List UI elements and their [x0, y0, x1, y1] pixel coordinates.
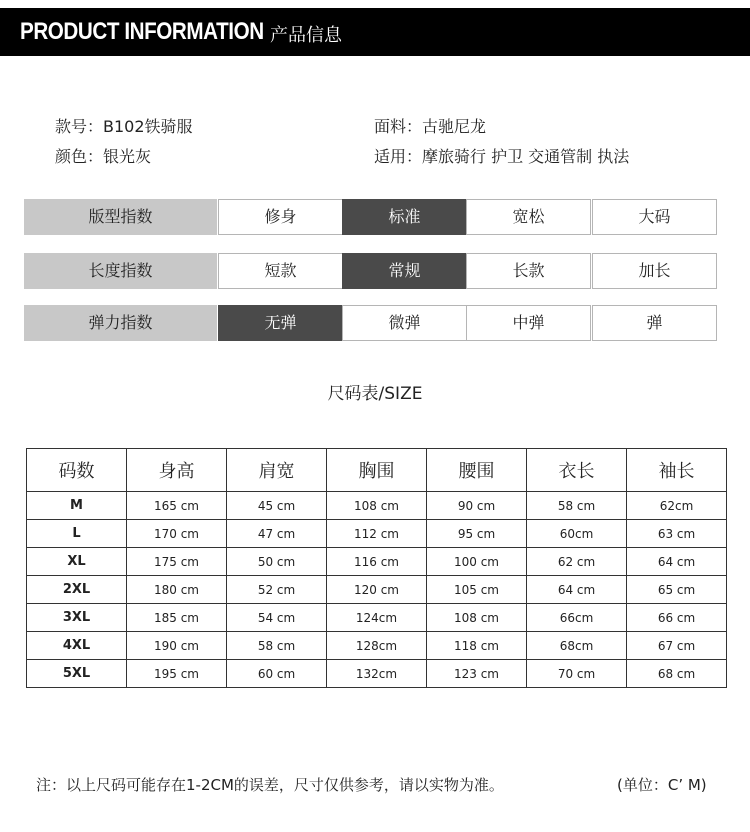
column-header: 袖长 — [627, 449, 727, 492]
index-option: 宽松 — [466, 199, 591, 235]
table-row — [27, 548, 727, 576]
index-option-selected: 常规 — [342, 253, 467, 289]
table-cell: 68 cm — [627, 660, 727, 688]
table-cell: 100 cm — [427, 548, 527, 576]
table-cell: 70 cm — [527, 660, 627, 688]
size-code-cell: 5XL — [27, 660, 127, 688]
table-row — [27, 660, 727, 688]
table-row — [27, 492, 727, 520]
table-cell: 124cm — [327, 604, 427, 632]
index-option: 中弹 — [466, 305, 591, 341]
table-cell: 64 cm — [627, 548, 727, 576]
table-cell: 118 cm — [427, 632, 527, 660]
index-option-selected: 无弹 — [218, 305, 343, 341]
table-cell: 60cm — [527, 520, 627, 548]
size-table — [26, 448, 727, 688]
table-cell: 128cm — [327, 632, 427, 660]
index-label: 长度指数 — [24, 253, 217, 289]
table-cell: 63 cm — [627, 520, 727, 548]
index-row — [24, 305, 718, 341]
table-cell: 190 cm — [127, 632, 227, 660]
index-option: 加长 — [592, 253, 717, 289]
size-code-cell: 2XL — [27, 576, 127, 604]
usage-info: 适用：摩旅骑行 护卫 交通管制 执法 — [374, 147, 630, 166]
index-option: 短款 — [218, 253, 343, 289]
footer-note: 注：以上尺码可能存在1-2CM的误差，尺寸仅供参考，请以实物为准。 — [36, 776, 504, 794]
table-cell: 50 cm — [227, 548, 327, 576]
table-cell: 65 cm — [627, 576, 727, 604]
table-cell: 64 cm — [527, 576, 627, 604]
index-row — [24, 199, 718, 235]
table-cell: 165 cm — [127, 492, 227, 520]
table-row — [27, 632, 727, 660]
title-english: PRODUCT INFORMATION — [20, 18, 264, 45]
index-option: 修身 — [218, 199, 343, 235]
index-label: 弹力指数 — [24, 305, 217, 341]
index-label: 版型指数 — [24, 199, 217, 235]
column-header: 胸围 — [327, 449, 427, 492]
size-code-cell: 3XL — [27, 604, 127, 632]
column-header: 码数 — [27, 449, 127, 492]
table-cell: 123 cm — [427, 660, 527, 688]
model-number: 款号：B102铁骑服 — [55, 117, 193, 136]
size-code-cell: M — [27, 492, 127, 520]
table-cell: 58 cm — [227, 632, 327, 660]
table-cell: 58 cm — [527, 492, 627, 520]
unit-note: (单位：C’ M) — [617, 776, 707, 794]
table-cell: 132cm — [327, 660, 427, 688]
table-cell: 66 cm — [627, 604, 727, 632]
index-option: 大码 — [592, 199, 717, 235]
size-code-cell: L — [27, 520, 127, 548]
size-table-header — [27, 449, 727, 492]
table-cell: 66cm — [527, 604, 627, 632]
size-code-cell: XL — [27, 548, 127, 576]
index-row — [24, 253, 718, 289]
table-cell: 108 cm — [327, 492, 427, 520]
table-cell: 54 cm — [227, 604, 327, 632]
index-option: 微弹 — [342, 305, 467, 341]
title-chinese: 产品信息 — [270, 25, 342, 46]
table-row — [27, 576, 727, 604]
color-info: 颜色：银光灰 — [55, 147, 152, 166]
table-cell: 108 cm — [427, 604, 527, 632]
table-cell: 45 cm — [227, 492, 327, 520]
table-cell: 60 cm — [227, 660, 327, 688]
table-cell: 175 cm — [127, 548, 227, 576]
table-cell: 180 cm — [127, 576, 227, 604]
index-option: 长款 — [466, 253, 591, 289]
table-row — [27, 604, 727, 632]
size-code-cell: 4XL — [27, 632, 127, 660]
column-header: 肩宽 — [227, 449, 327, 492]
table-cell: 62cm — [627, 492, 727, 520]
table-cell: 105 cm — [427, 576, 527, 604]
table-cell: 195 cm — [127, 660, 227, 688]
table-cell: 52 cm — [227, 576, 327, 604]
index-option: 弹 — [592, 305, 717, 341]
table-cell: 67 cm — [627, 632, 727, 660]
table-cell: 116 cm — [327, 548, 427, 576]
fabric-info: 面料：古驰尼龙 — [374, 117, 487, 136]
table-cell: 112 cm — [327, 520, 427, 548]
table-cell: 62 cm — [527, 548, 627, 576]
column-header: 身高 — [127, 449, 227, 492]
table-cell: 185 cm — [127, 604, 227, 632]
size-chart-title: 尺码表/SIZE — [327, 384, 423, 404]
table-cell: 47 cm — [227, 520, 327, 548]
table-cell: 95 cm — [427, 520, 527, 548]
column-header: 腰围 — [427, 449, 527, 492]
table-cell: 90 cm — [427, 492, 527, 520]
table-cell: 120 cm — [327, 576, 427, 604]
table-row — [27, 520, 727, 548]
table-cell: 68cm — [527, 632, 627, 660]
table-cell: 170 cm — [127, 520, 227, 548]
column-header: 衣长 — [527, 449, 627, 492]
header-bar — [0, 8, 750, 56]
index-option-selected: 标准 — [342, 199, 467, 235]
